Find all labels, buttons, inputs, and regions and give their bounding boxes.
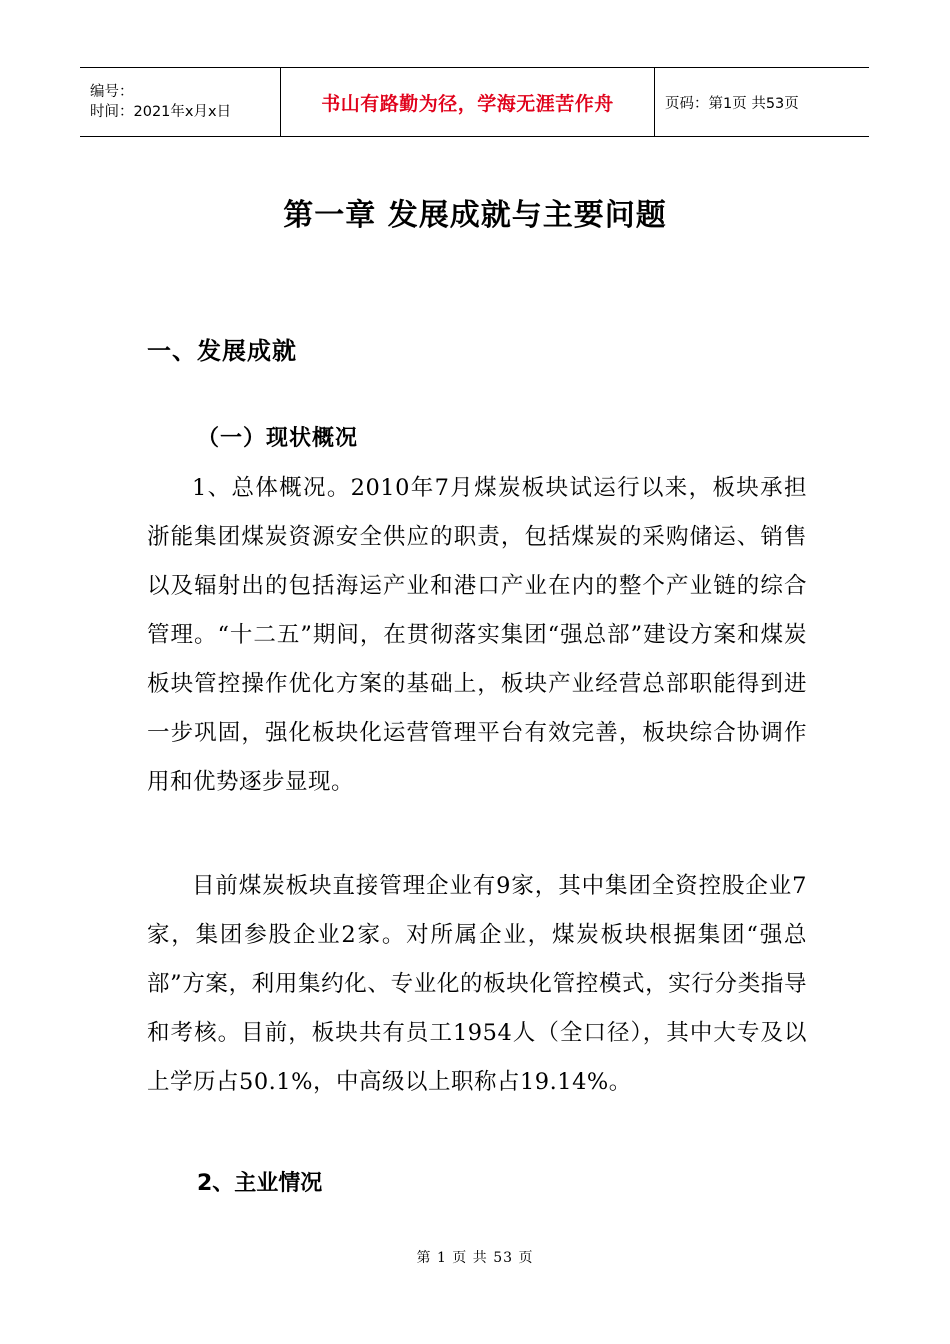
header-meta bbox=[80, 68, 281, 136]
page-number-label: 页码：第1页 共53页 bbox=[665, 95, 799, 112]
chapter-title: 第一章 发展成就与主要问题 bbox=[283, 198, 667, 233]
header-page-info bbox=[655, 68, 869, 136]
page-header bbox=[80, 67, 869, 137]
item-heading-main-business: 2、主业情况 bbox=[197, 1171, 323, 1196]
document-number-label: 编号： bbox=[90, 84, 134, 100]
subsection-heading: （一）现状概况 bbox=[197, 426, 359, 451]
document-time-label: 时间：2021年x月x日 bbox=[90, 104, 232, 120]
paragraph-overview: 1、总体概况。2010年7月煤炭板块试运行以来，板块承担浙能集团煤炭资源安全供应的职责，包括煤炭的采购储运、销售以及辐射出的包括海运产业和港口产业在内的整个产业链的综合管理。“十二五”期间，在贯彻落实集团“强总部”建设方案和煤炭板块管控操作优化方案的基础上，板块产业经营总部职能得到进一步巩固，强化板块化运营管理平台有效完善，板块综合协调作用和优势逐步显现。 bbox=[147, 475, 807, 795]
header-motto bbox=[281, 68, 655, 136]
page-footer: 第 1 页 共 53 页 bbox=[416, 1250, 534, 1266]
section-heading: 一、发展成就 bbox=[147, 337, 297, 365]
motto-text: 书山有路勤为径，学海无涯苦作舟 bbox=[321, 92, 614, 115]
paragraph-enterprises: 目前煤炭板块直接管理企业有9家，其中集团全资控股企业7家，集团参股企业2家。对所属企业，煤炭板块根据集团“强总部”方案，利用集约化、专业化的板块化管控模式，实行分类指导和考核。目前，板块共有员工1954人（全口径），其中大专及以上学历占50.1%，中高级以上职称占19.14%。 bbox=[147, 873, 807, 1095]
